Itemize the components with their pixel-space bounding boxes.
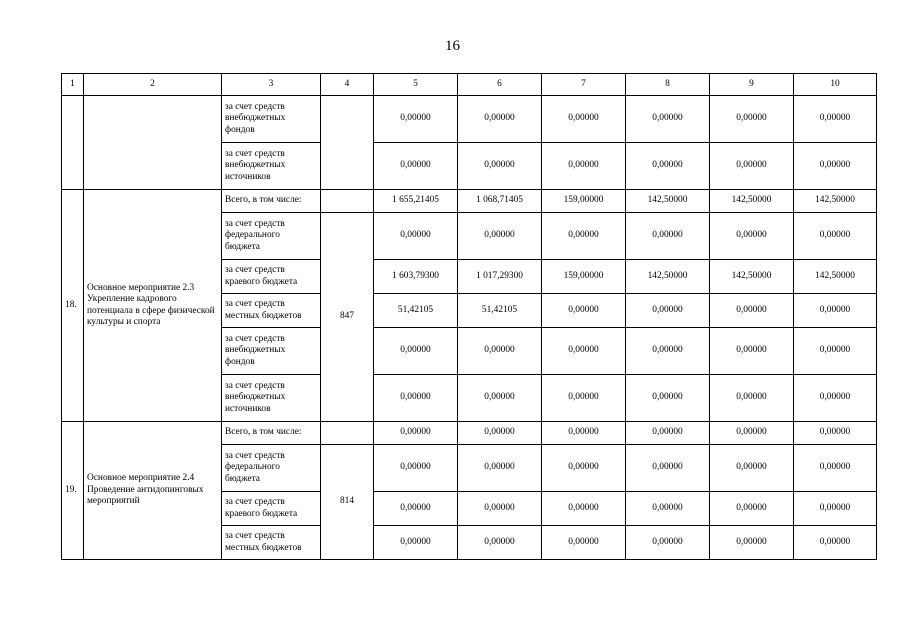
cell-value: 0,00000 <box>794 492 877 526</box>
cell-funding-source: за счет средств местных бюджетов <box>222 526 321 560</box>
cell-value: 0,00000 <box>626 328 710 375</box>
cell-value: 0,00000 <box>794 213 877 260</box>
cell-value: 0,00000 <box>794 96 877 143</box>
cell-funding-source: за счет средств внебюджетных фондов <box>222 328 321 375</box>
cell-funding-source: за счет средств краевого бюджета <box>222 260 321 294</box>
cell-value: 0,00000 <box>794 422 877 445</box>
cell-value: 0,00000 <box>542 422 626 445</box>
cell-funding-source: за счет средств краевого бюджета <box>222 492 321 526</box>
header-cell: 3 <box>222 74 321 96</box>
cell-value: 0,00000 <box>626 422 710 445</box>
cell-value: 0,00000 <box>626 294 710 328</box>
cell-value: 159,00000 <box>542 190 626 213</box>
cell-index: 18. <box>62 190 84 422</box>
cell-value: 0,00000 <box>542 143 626 190</box>
cell-value: 0,00000 <box>710 328 794 375</box>
cell-value: 1 603,79300 <box>374 260 458 294</box>
cell-value: 0,00000 <box>458 445 542 492</box>
cell-value: 0,00000 <box>794 375 877 422</box>
cell-value: 0,00000 <box>542 445 626 492</box>
cell-value: 0,00000 <box>374 375 458 422</box>
cell-value: 0,00000 <box>626 213 710 260</box>
cell-value: 0,00000 <box>794 445 877 492</box>
header-row <box>62 74 877 96</box>
cell-value: 0,00000 <box>626 526 710 560</box>
cell-value: 142,50000 <box>710 260 794 294</box>
cell-value: 0,00000 <box>542 294 626 328</box>
cell-value: 0,00000 <box>794 143 877 190</box>
cell-value: 142,50000 <box>626 260 710 294</box>
header-cell: 7 <box>542 74 626 96</box>
cell-value: 0,00000 <box>710 213 794 260</box>
cell-value: 0,00000 <box>374 96 458 143</box>
header-cell: 8 <box>626 74 710 96</box>
cell-value: 0,00000 <box>374 445 458 492</box>
cell-value: 0,00000 <box>626 96 710 143</box>
cell-value: 0,00000 <box>458 526 542 560</box>
cell-value: 0,00000 <box>374 143 458 190</box>
cell-value: 0,00000 <box>458 375 542 422</box>
cell-value: 0,00000 <box>458 143 542 190</box>
cell-code-empty <box>321 190 374 213</box>
cell-value: 142,50000 <box>794 190 877 213</box>
cell-value: 0,00000 <box>458 492 542 526</box>
cell-value: 0,00000 <box>710 492 794 526</box>
header-cell: 6 <box>458 74 542 96</box>
cell-value: 0,00000 <box>794 526 877 560</box>
header-cell: 10 <box>794 74 877 96</box>
cell-funding-source: за счет средств федерального бюджета <box>222 445 321 492</box>
cell-code-empty <box>321 422 374 445</box>
cell-value: 0,00000 <box>542 526 626 560</box>
page-number: 16 <box>445 38 460 54</box>
table-row <box>62 96 877 143</box>
cell-event-name: Основное мероприятие 2.4 Проведение антидопинговых мероприятий <box>84 422 222 560</box>
header-cell: 2 <box>84 74 222 96</box>
cell-code <box>321 96 374 190</box>
cell-value: 51,42105 <box>374 294 458 328</box>
cell-value: 1 017,29300 <box>458 260 542 294</box>
cell-funding-source: за счет средств местных бюджетов <box>222 294 321 328</box>
cell-funding-source: за счет средств федерального бюджета <box>222 213 321 260</box>
cell-funding-source: Всего, в том числе: <box>222 190 321 213</box>
cell-value: 51,42105 <box>458 294 542 328</box>
table-row <box>62 422 877 445</box>
cell-value: 0,00000 <box>710 422 794 445</box>
cell-value: 0,00000 <box>374 422 458 445</box>
cell-funding-source: за счет средств внебюджетных источников <box>222 143 321 190</box>
cell-value: 0,00000 <box>542 328 626 375</box>
cell-event-name <box>84 96 222 190</box>
cell-value: 142,50000 <box>710 190 794 213</box>
cell-value: 0,00000 <box>626 375 710 422</box>
cell-funding-source: за счет средств внебюджетных источников <box>222 375 321 422</box>
table-row <box>62 190 877 213</box>
cell-value: 0,00000 <box>626 492 710 526</box>
cell-value: 0,00000 <box>794 294 877 328</box>
cell-value: 0,00000 <box>458 328 542 375</box>
cell-value: 142,50000 <box>794 260 877 294</box>
cell-value: 0,00000 <box>458 96 542 143</box>
cell-value: 0,00000 <box>542 96 626 143</box>
cell-funding-source: Всего, в том числе: <box>222 422 321 445</box>
header-cell: 4 <box>321 74 374 96</box>
cell-value: 0,00000 <box>458 422 542 445</box>
cell-value: 0,00000 <box>710 375 794 422</box>
cell-funding-source: за счет средств внебюджетных фондов <box>222 96 321 143</box>
cell-value: 0,00000 <box>542 375 626 422</box>
header-cell: 1 <box>62 74 84 96</box>
header-cell: 9 <box>710 74 794 96</box>
cell-value: 0,00000 <box>374 492 458 526</box>
cell-value: 142,50000 <box>626 190 710 213</box>
cell-code: 847 <box>321 213 374 422</box>
cell-value: 0,00000 <box>710 526 794 560</box>
cell-value: 1 655,21405 <box>374 190 458 213</box>
cell-value: 0,00000 <box>542 213 626 260</box>
cell-value: 0,00000 <box>374 213 458 260</box>
cell-value: 159,00000 <box>542 260 626 294</box>
cell-value: 1 068,71405 <box>458 190 542 213</box>
cell-value: 0,00000 <box>794 328 877 375</box>
cell-value: 0,00000 <box>710 96 794 143</box>
cell-value: 0,00000 <box>374 328 458 375</box>
budget-table <box>61 73 877 560</box>
cell-index: 19. <box>62 422 84 560</box>
cell-code: 814 <box>321 445 374 560</box>
cell-value: 0,00000 <box>710 445 794 492</box>
cell-value: 0,00000 <box>626 143 710 190</box>
cell-index <box>62 96 84 190</box>
cell-value: 0,00000 <box>374 526 458 560</box>
cell-event-name: Основное мероприятие 2.3 Укрепление кадрового потенциала в сфере физической культуры и спорта <box>84 190 222 422</box>
cell-value: 0,00000 <box>626 445 710 492</box>
cell-value: 0,00000 <box>710 143 794 190</box>
header-cell: 5 <box>374 74 458 96</box>
cell-value: 0,00000 <box>542 492 626 526</box>
cell-value: 0,00000 <box>710 294 794 328</box>
cell-value: 0,00000 <box>458 213 542 260</box>
